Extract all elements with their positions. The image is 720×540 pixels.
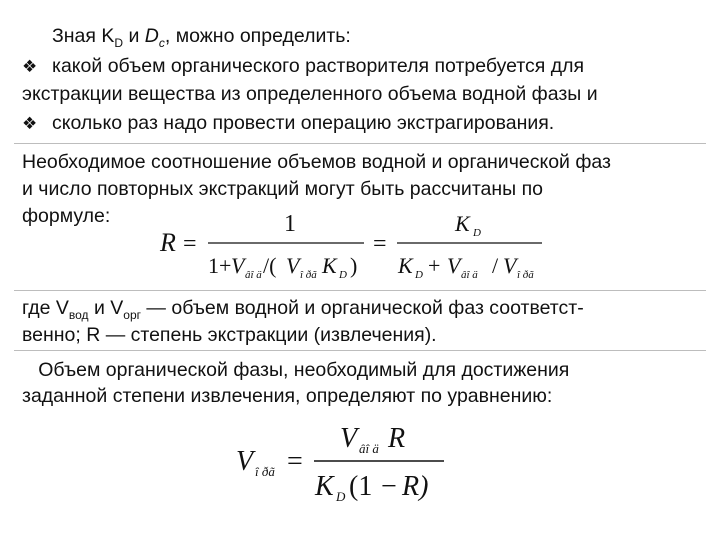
svg-text:D: D (339, 269, 347, 281)
paragraph3-line-1: Объем органической фазы, необходимый для достижения (22, 359, 570, 381)
svg-text:D: D (473, 227, 481, 239)
diamond-bullet-icon: ❖ (22, 114, 38, 134)
dc-symbol: $D_c$ (144, 25, 165, 50)
svg-text:−: − (381, 471, 397, 502)
svg-text:D: D (415, 269, 423, 281)
bullet-item-2: ❖ сколько раз надо провести операцию экстрагирования. (22, 112, 555, 134)
intro-line: Зная $K_D$ и $D_c$, можно определить: (52, 25, 351, 50)
svg-text:âî ä: âî ä (359, 441, 379, 456)
svg-text:/: / (492, 253, 499, 278)
bullet-continuation: экстракции вещества из определенного объема водной фазы и (22, 83, 598, 105)
svg-text:R: R (160, 228, 176, 257)
svg-text:(1: (1 (349, 471, 373, 502)
svg-text:K: K (315, 471, 334, 502)
svg-text:R: R (388, 423, 406, 454)
svg-text:âî ä: âî ä (461, 269, 478, 281)
svg-text:V: V (340, 423, 358, 454)
svg-text:/(: /( (263, 253, 277, 278)
svg-text:=: = (183, 231, 197, 257)
svg-text:1: 1 (284, 211, 296, 237)
svg-text:K: K (455, 211, 470, 236)
svg-text:): ) (350, 253, 358, 278)
svg-text:R): R) (402, 471, 429, 502)
svg-text:K: K (322, 253, 337, 278)
svg-text:D: D (336, 489, 346, 504)
paragraph1-line-1: Необходимое соотношение объемов водной и органической фаз (22, 151, 611, 173)
svg-text:+: + (428, 253, 441, 278)
svg-text:V: V (447, 253, 461, 278)
svg-text:1+: 1+ (208, 253, 232, 278)
svg-text:î ðã: î ðã (517, 269, 534, 281)
svg-text:K: K (398, 253, 413, 278)
paragraph1-line-3: формуле: (22, 205, 111, 227)
svg-text:V: V (503, 253, 517, 278)
bullet-item-1: ❖ какой объем органического растворителя потребуется для (22, 55, 585, 77)
svg-text:î ðã: î ðã (300, 269, 317, 281)
svg-text:î ðã: î ðã (255, 464, 275, 479)
svg-text:V: V (286, 253, 300, 278)
svg-text:V: V (236, 446, 254, 477)
paragraph2-line-2: венно; R — степень экстракции (извлечения). (22, 324, 437, 346)
paragraph3-line-2: заданной степени извлечения, определяют по уравнению: (22, 385, 553, 407)
paragraph2-line-1: где $V_{вод}$ и $V_{орг}$ — объем водной и органической фаз соответст- (22, 297, 584, 322)
diamond-bullet-icon: ❖ (22, 57, 38, 77)
paragraph1-line-2: и число повторных экстракций могут быть рассчитаны по (22, 178, 543, 200)
svg-text:=: = (287, 446, 303, 477)
svg-text:V: V (231, 253, 245, 278)
svg-text:âî ä: âî ä (245, 269, 262, 281)
kd-symbol: $K_D$ (101, 25, 124, 50)
intro-prefix: Зная (52, 25, 102, 47)
svg-text:=: = (373, 231, 387, 257)
